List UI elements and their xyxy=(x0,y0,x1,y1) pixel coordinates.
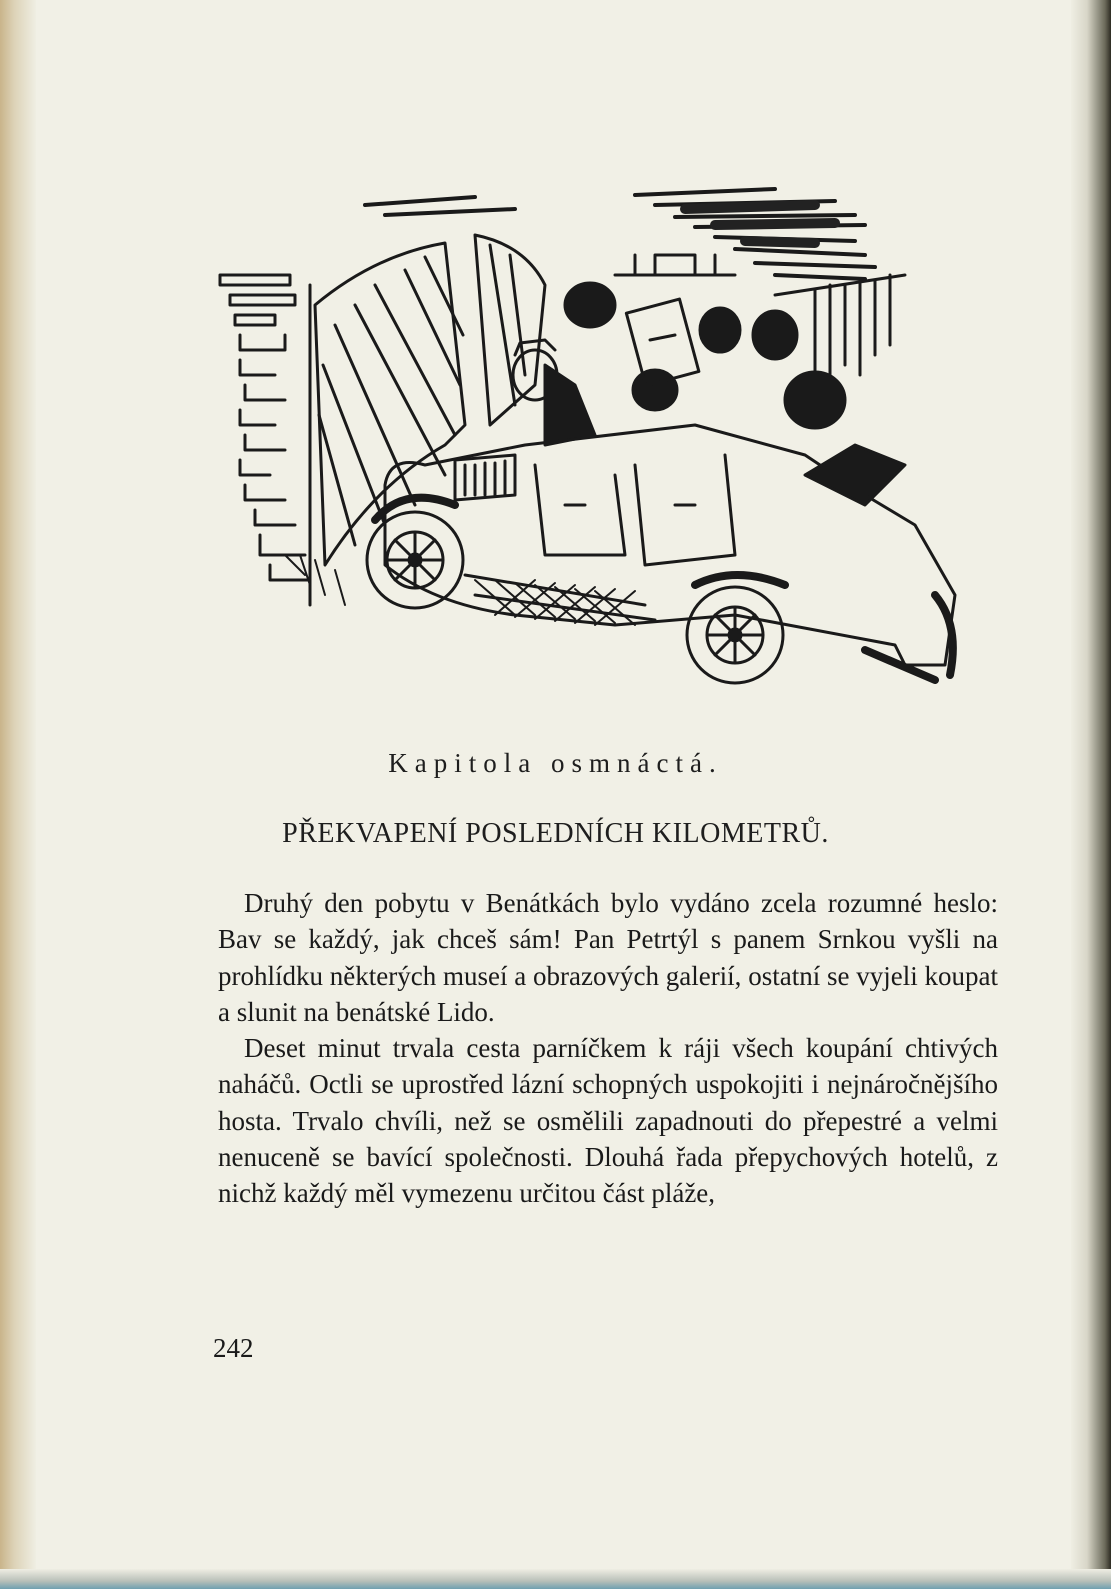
page-bottom-edge xyxy=(0,1569,1111,1589)
chapter-illustration xyxy=(215,175,995,705)
paragraph: Druhý den pobytu v Benátkách bylo vydáno zcela rozumné heslo: Bav se každý, jak chceš sám! Pan Petrtýl s panem Srnkou vyšli na prohlídku některých museí a obrazových galerií, ostatní se vyjeli koupat a slunit na benátské Lido. xyxy=(218,888,998,1027)
body-text xyxy=(218,885,998,1212)
front-wheel xyxy=(367,512,463,608)
rear-wheel xyxy=(687,587,783,683)
chapter-label: Kapitola osmnáctá. xyxy=(388,748,723,778)
page-edge xyxy=(1071,0,1111,1589)
page-number: 242 xyxy=(213,1333,254,1363)
chapter-title: PŘEKVAPENÍ POSLEDNÍCH KILOMETRŮ. xyxy=(282,818,829,849)
passengers xyxy=(545,283,905,505)
chimney xyxy=(615,255,735,275)
paragraph: Deset minut trvala cesta parníčkem k ráji všech koupání chtivých naháčů. Octli se uprostřed lázní schopných uspokojiti i nejnáročnějšího hosta. Trvalo chvíli, než se osmělili zapadnouti do přepestré a velmi nenuceně se bavící společnosti. Dlouhá řada přepychových hotelů, z nichž každý měl vymezenu určitou část pláže, xyxy=(218,1033,998,1209)
brick-wall xyxy=(220,275,310,605)
fender-shading xyxy=(375,498,953,680)
book-spine xyxy=(0,0,36,1589)
